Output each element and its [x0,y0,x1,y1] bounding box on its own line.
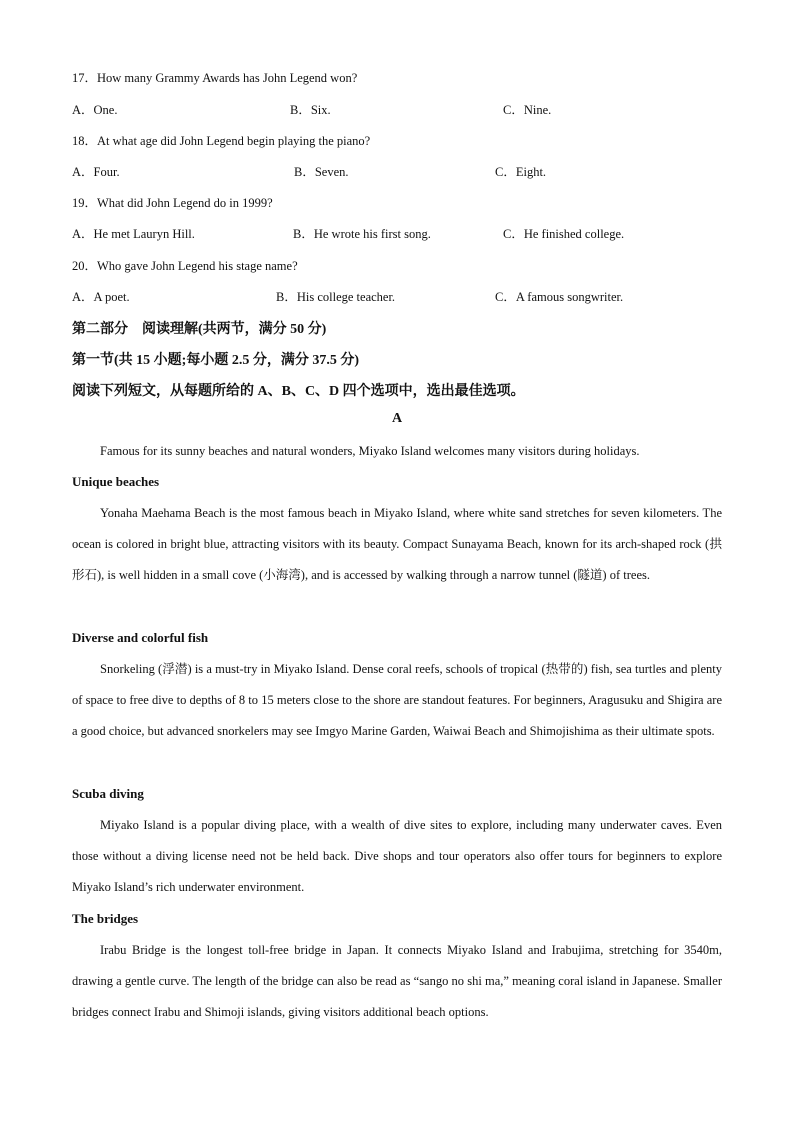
heading-bridges: The bridges [72,911,139,926]
passage-label: A [391,411,403,426]
part-title: 第二部分 阅读理解(共两节，满分 50 分) [72,322,327,337]
question-20-option-a: A．A poet. [72,290,130,304]
paragraph-bridges: Irabu Bridge is the longest toll-free bridge in Japan. It connects Miyako Island and Irabujima, stretching for 3540m, drawing a gentle curve. The length of the bridge can also be read as “sango no shi ma,” meaning coral island in Japanese. Smaller bridges connect Irabu and Shimoji islands, giving visitors additional beach options. [72,943,722,1020]
question-18-stem: 18．At what age did John Legend begin playing the piano? [72,134,371,148]
question-18-option-c: C．Eight. [495,165,547,179]
question-20-stem: 20．Who gave John Legend his stage name? [72,259,298,273]
question-20-option-c: C．A famous songwriter. [495,290,624,304]
heading-diverse-fish: Diverse and colorful fish [72,630,209,645]
heading-scuba-diving: Scuba diving [72,786,144,801]
question-17-option-a: A．One. [72,103,118,117]
question-17-option-c: C．Nine. [503,103,552,117]
subsection-title: 第一节(共 15 小题;每小题 2.5 分，满分 37.5 分) [72,353,359,368]
heading-unique-beaches: Unique beaches [72,474,160,489]
question-17-stem: 17．How many Grammy Awards has John Legend won? [72,71,358,85]
question-17-option-b: B．Six. [290,103,331,117]
paragraph-diverse-fish: Snorkeling (浮潜) is a must-try in Miyako Island. Dense coral reefs, schools of tropical (热带的) fish, sea turtles and plenty of space to free dive to depths of 8 to 15 meters close to the shore are standout features. For beginners, Aragusuku and Shigira are a good choice, but advanced snorkelers may see Imgyo Marine Garden, Waiwai Beach and Shimojishima as their ultimate spots. [72,662,722,739]
question-18-option-a: A．Four. [72,165,120,179]
question-20-option-b: B．His college teacher. [276,290,396,304]
question-19-option-a: A．He met Lauryn Hill. [72,227,195,241]
question-19-stem: 19．What did John Legend do in 1999? [72,196,273,210]
instruction: 阅读下列短文，从每题所给的 A、B、C、D 四个选项中，选出最佳选项。 [72,384,525,399]
passage-intro: Famous for its sunny beaches and natural wonders, Miyako Island welcomes many visitors during holidays. [100,444,640,458]
question-19-option-b: B．He wrote his first song. [293,227,431,241]
question-19-option-c: C．He finished college. [503,227,625,241]
question-18-option-b: B．Seven. [294,165,349,179]
paragraph-scuba-diving: Miyako Island is a popular diving place, with a wealth of dive sites to explore, including many underwater caves. Even those without a diving license need not be held back. Dive shops and tour operators also offer tours for beginners to explore Miyako Island’s rich underwater environment. [72,818,722,895]
paragraph-unique-beaches: Yonaha Maehama Beach is the most famous beach in Miyako Island, where white sand stretches for seven kilometers. The ocean is colored in bright blue, attracting visitors with its beauty. Compact Sunayama Beach, known for its arch-shaped rock (拱形石), is well hidden in a small cove (小海湾), and is accessed by walking through a narrow tunnel (隧道) of trees. [72,506,722,583]
